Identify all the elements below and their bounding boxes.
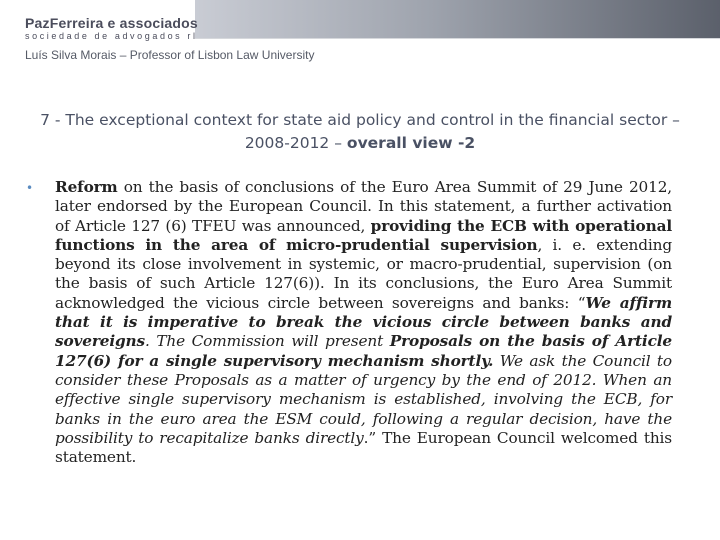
logo-sub-text: sociedade de advogados rl: [25, 31, 198, 41]
logo-main-text: PazFerreira e associados: [25, 15, 198, 31]
bullet-paragraph: [55, 178, 672, 467]
slide-title-bold: overall view -2: [346, 134, 476, 152]
paragraph-run: , i. e. extending beyond its close involvement in systemic, or macro-prudential, supervision (on the basis of such Article 127(6)). In its conclusions, the Euro Area Summit acknowledged the vicious circle between sovereigns and banks: “: [55, 235, 672, 312]
paragraph-run: on the basis of conclusions of the Euro Area Summit of 29 June 2012, later endorsed by the European Council. In this statement, a further activation of Article 127 (6) TFEU was announced,: [55, 178, 672, 235]
slide-title-regular: 7 - The exceptional context for state aid policy and control in the financial sector – 2008-2012 –: [40, 111, 680, 152]
paragraph-run: .” The European Council welcomed this statement.: [55, 428, 672, 467]
paragraph-run: Proposals on the basis of Article 127(6) for a single supervisory mechanism shortly.: [55, 332, 672, 370]
paragraph-run: . The Commission will present: [144, 332, 390, 351]
paragraph-run: We affirm that it is imperative to break the vicious circle between banks and sovereigns: [55, 293, 672, 351]
header-divider: [195, 38, 720, 39]
author-line: Luís Silva Morais – Professor of Lisbon Law University: [25, 48, 315, 62]
paragraph-run: providing the ECB with operational functions in the area of micro-prudential supervision: [55, 216, 672, 254]
bullet-marker: •: [26, 181, 34, 195]
header-gradient-bar: [195, 0, 720, 38]
firm-logo: [25, 16, 198, 41]
paragraph-run: We ask the Council to consider these Proposals as a matter of urgency by the end of 2012. When an effective single supervisory mechanism is established, involving the ECB, for banks in the euro area the ESM could, following a regular decision, have the possibility to recapitalize banks directly: [55, 351, 672, 447]
paragraph-run: Reform: [55, 178, 118, 196]
slide-title: [40, 109, 680, 155]
